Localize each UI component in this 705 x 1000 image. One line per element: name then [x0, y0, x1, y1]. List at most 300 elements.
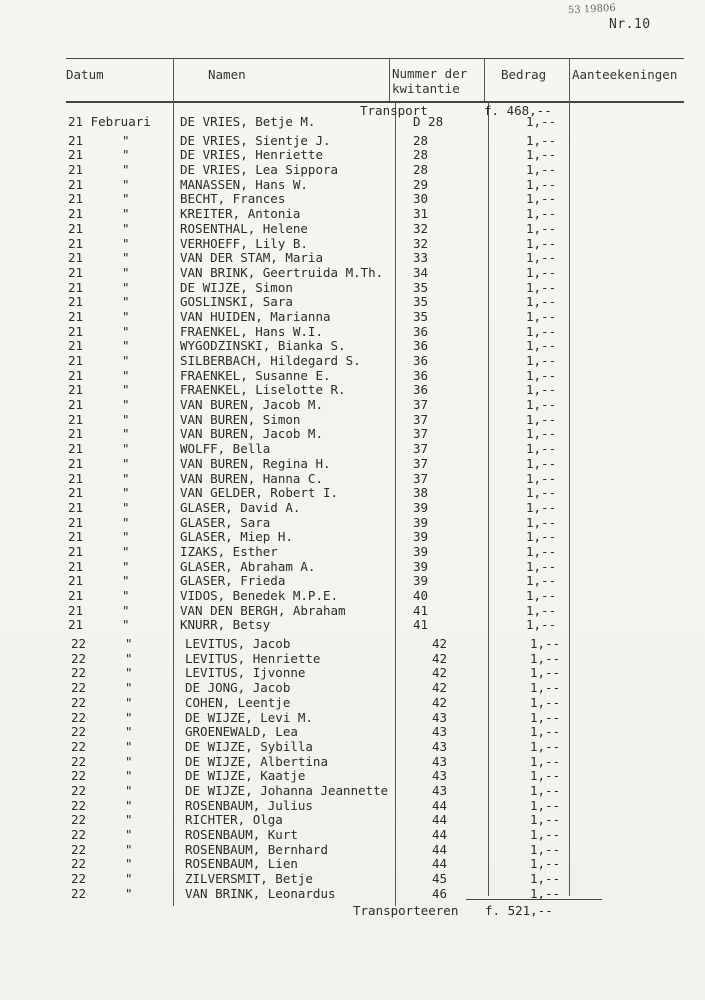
row-name: LEVITUS, Jacob — [185, 636, 291, 652]
row-name: ZILVERSMIT, Betje — [185, 871, 313, 887]
row-date: 21 — [68, 617, 84, 633]
table-row — [0, 604, 705, 619]
row-name: ROSENBAUM, Bernhard — [185, 841, 328, 857]
table-row — [0, 560, 705, 575]
column-header-nummer — [392, 66, 467, 96]
sum-rule — [466, 899, 602, 900]
row-ditto-mark: " — [122, 279, 130, 295]
column-header-aanteekeningen: Aanteekeningen — [572, 67, 678, 82]
row-ditto-mark: " — [125, 827, 133, 842]
transporteeren-label: Transporteeren — [353, 903, 459, 918]
row-receipt-number: 37 — [413, 426, 429, 442]
row-receipt-number: 42 — [432, 665, 448, 681]
row-date: 22 — [71, 827, 87, 842]
row-name: COHEN, Leentje — [185, 694, 291, 710]
row-ditto-mark: " — [122, 162, 130, 178]
table-row — [0, 666, 705, 681]
table-row — [0, 740, 705, 755]
row-ditto-mark: " — [122, 441, 130, 457]
row-name: WOLFF, Bella — [180, 441, 271, 457]
row-ditto-mark: " — [122, 514, 130, 530]
row-ditto-mark: " — [122, 147, 130, 163]
row-date: 21 — [68, 485, 84, 501]
row-ditto-mark: " — [125, 885, 133, 901]
row-date: 21 — [68, 602, 84, 618]
table-row — [0, 618, 705, 633]
row-receipt-number: 39 — [413, 573, 429, 589]
row-name: LEVITUS, Ijvonne — [185, 665, 306, 681]
row-date: 21 — [68, 206, 84, 222]
table-row — [0, 486, 705, 501]
row-date: 21 — [68, 353, 84, 368]
table-row — [0, 134, 705, 149]
row-receipt-number: 36 — [413, 367, 429, 383]
table-row — [0, 413, 705, 428]
row-date: 21 — [68, 294, 84, 310]
row-receipt-number: 39 — [413, 543, 429, 559]
row-name: VAN BUREN, Jacob M. — [180, 397, 323, 413]
row-ditto-mark: " — [122, 573, 130, 589]
row-ditto-mark: " — [122, 602, 130, 618]
row-amount: 1,-- — [530, 680, 561, 696]
row-ditto-mark: " — [125, 665, 133, 681]
row-amount: 1,-- — [530, 841, 561, 857]
row-date: 22 — [71, 665, 87, 681]
table-row — [0, 339, 705, 354]
row-name: VAN BUREN, Regina H. — [180, 455, 331, 471]
row-date: 22 — [71, 856, 87, 872]
row-ditto-mark: " — [122, 294, 130, 310]
row-receipt-number: 43 — [432, 709, 448, 725]
row-amount: 1,-- — [526, 397, 557, 413]
row-date: 22 — [71, 680, 87, 696]
row-receipt-number: 31 — [413, 206, 429, 222]
row-amount: 1,-- — [526, 470, 557, 486]
row-name: SILBERBACH, Hildegard S. — [180, 353, 361, 368]
row-name: DE VRIES, Lea Sippora — [180, 162, 339, 178]
row-receipt-number: 35 — [413, 279, 429, 295]
table-row — [0, 589, 705, 604]
column-header-nummer-line2: kwitantie — [392, 81, 460, 96]
row-date: 21 — [68, 323, 84, 339]
table-row — [0, 725, 705, 740]
row-date: 21 — [68, 470, 84, 486]
row-name: DE WIJZE, Kaatje — [185, 768, 306, 784]
row-date: 21 — [68, 132, 84, 148]
row-amount: 1,-- — [526, 353, 557, 368]
row-name: DE VRIES, Sientje J. — [180, 132, 331, 148]
transporteeren-amount: f. 521,-- — [485, 903, 553, 918]
row-amount: 1,-- — [526, 294, 557, 310]
row-ditto-mark: " — [122, 411, 130, 427]
table-row — [0, 711, 705, 726]
row-receipt-number: 36 — [413, 323, 429, 339]
row-ditto-mark: " — [122, 470, 130, 486]
row-receipt-number: 37 — [413, 411, 429, 427]
row-name: VAN DER STAM, Maria — [180, 250, 323, 266]
row-name: ROSENBAUM, Lien — [185, 856, 298, 872]
row-receipt-number: 43 — [432, 738, 448, 754]
row-name: GOSLINSKI, Sara — [180, 294, 293, 310]
row-receipt-number: 41 — [413, 617, 429, 633]
row-ditto-mark: " — [122, 499, 130, 515]
row-date: 21 — [68, 558, 84, 574]
row-date: 22 — [71, 694, 87, 710]
table-row — [0, 696, 705, 711]
row-ditto-mark: " — [125, 871, 133, 887]
row-amount: 1,-- — [530, 885, 561, 901]
row-amount: 1,-- — [526, 573, 557, 589]
row-receipt-number: 28 — [413, 147, 429, 163]
row-receipt-number: 40 — [413, 588, 429, 603]
row-date: 21 — [68, 176, 84, 192]
row-name: VAN BUREN, Hanna C. — [180, 470, 323, 486]
row-amount: 1,-- — [530, 650, 561, 666]
row-date: 22 — [71, 650, 87, 666]
row-amount: 1,-- — [530, 856, 561, 872]
row-ditto-mark: " — [122, 558, 130, 574]
row-name: KNURR, Betsy — [180, 617, 271, 633]
row-amount: 1,-- — [526, 220, 557, 236]
row-name: GLASER, Sara — [180, 514, 271, 530]
row-date: 21 — [68, 529, 84, 545]
row-ditto-mark: " — [122, 235, 130, 251]
table-row — [0, 354, 705, 369]
row-receipt-number: 36 — [413, 382, 429, 398]
row-date: 22 — [71, 724, 87, 740]
table-row — [0, 115, 705, 130]
row-receipt-number: 35 — [413, 294, 429, 310]
row-receipt-number: 37 — [413, 470, 429, 486]
column-header-nummer-line1: Nummer der — [392, 66, 468, 81]
row-receipt-number: 34 — [413, 264, 429, 280]
row-amount: 1,-- — [526, 114, 557, 129]
row-receipt-number: D 28 — [413, 114, 444, 129]
table-row — [0, 457, 705, 472]
row-date: 21 — [68, 382, 84, 398]
row-receipt-number: 37 — [413, 455, 429, 471]
row-ditto-mark: " — [125, 812, 133, 828]
row-amount: 1,-- — [526, 206, 557, 222]
row-receipt-number: 37 — [413, 397, 429, 413]
row-name: GLASER, Frieda — [180, 573, 286, 589]
row-name: GLASER, Miep H. — [180, 529, 293, 545]
table-row — [0, 813, 705, 828]
row-ditto-mark: " — [122, 353, 130, 368]
row-ditto-mark: " — [122, 308, 130, 324]
row-amount: 1,-- — [526, 499, 557, 515]
row-receipt-number: 39 — [413, 558, 429, 574]
table-row — [0, 843, 705, 858]
row-ditto-mark: " — [122, 529, 130, 545]
row-name: IZAKS, Esther — [180, 543, 278, 559]
row-amount: 1,-- — [526, 543, 557, 559]
row-ditto-mark: " — [122, 588, 130, 603]
row-date: 22 — [71, 738, 87, 754]
row-name: LEVITUS, Henriette — [185, 650, 321, 666]
table-row — [0, 398, 705, 413]
row-date: 21 — [68, 338, 84, 354]
row-name: GLASER, David A. — [180, 499, 301, 515]
row-ditto-mark: " — [125, 680, 133, 696]
row-amount: 1,-- — [530, 812, 561, 828]
row-amount: 1,-- — [530, 636, 561, 652]
row-amount: 1,-- — [530, 797, 561, 813]
row-name: RICHTER, Olga — [185, 812, 283, 828]
row-ditto-mark: " — [125, 856, 133, 872]
row-date: 21 Februari — [68, 114, 151, 129]
row-ditto-mark: " — [125, 636, 133, 652]
row-ditto-mark: " — [122, 426, 130, 442]
row-ditto-mark: " — [125, 650, 133, 666]
row-amount: 1,-- — [526, 308, 557, 324]
table-row — [0, 637, 705, 652]
row-name: DE VRIES, Henriette — [180, 147, 323, 163]
row-name: DE VRIES, Betje M. — [180, 114, 316, 129]
row-receipt-number: 42 — [432, 636, 448, 652]
row-amount: 1,-- — [526, 588, 557, 603]
row-date: 21 — [68, 397, 84, 413]
row-receipt-number: 32 — [413, 235, 429, 251]
row-amount: 1,-- — [530, 768, 561, 784]
ledger-rows — [0, 115, 705, 901]
row-date: 21 — [68, 411, 84, 427]
row-ditto-mark: " — [125, 709, 133, 725]
row-name: ROSENBAUM, Kurt — [185, 827, 298, 842]
row-amount: 1,-- — [526, 602, 557, 618]
row-receipt-number: 42 — [432, 694, 448, 710]
row-date: 22 — [71, 768, 87, 784]
row-amount: 1,-- — [526, 558, 557, 574]
row-ditto-mark: " — [125, 797, 133, 813]
row-name: DE JONG, Jacob — [185, 680, 291, 696]
row-amount: 1,-- — [526, 132, 557, 148]
row-date: 21 — [68, 588, 84, 603]
document-number: Nr.10 — [609, 17, 651, 32]
row-date: 21 — [68, 455, 84, 471]
row-receipt-number: 29 — [413, 176, 429, 192]
table-row — [0, 325, 705, 340]
row-receipt-number: 43 — [432, 782, 448, 798]
row-date: 21 — [68, 162, 84, 178]
table-row — [0, 369, 705, 384]
row-amount: 1,-- — [530, 665, 561, 681]
row-date: 22 — [71, 636, 87, 652]
table-row — [0, 442, 705, 457]
row-amount: 1,-- — [530, 871, 561, 887]
row-receipt-number: 38 — [413, 485, 429, 501]
row-ditto-mark: " — [122, 264, 130, 280]
row-name: VAN BRINK, Leonardus — [185, 885, 336, 901]
row-receipt-number: 46 — [432, 885, 448, 901]
row-receipt-number: 42 — [432, 680, 448, 696]
table-row — [0, 383, 705, 398]
column-divider-number-header — [484, 58, 485, 101]
row-amount: 1,-- — [526, 485, 557, 501]
row-date: 21 — [68, 264, 84, 280]
table-row — [0, 516, 705, 531]
row-name: VAN BRINK, Geertruida M.Th. — [180, 264, 384, 280]
row-ditto-mark: " — [122, 485, 130, 501]
row-name: KREITER, Antonia — [180, 206, 301, 222]
transport-label: Transport — [360, 103, 428, 118]
row-name: FRAENKEL, Hans W.I. — [180, 323, 323, 339]
row-date: 22 — [71, 871, 87, 887]
row-date: 22 — [71, 709, 87, 725]
row-ditto-mark: " — [125, 782, 133, 798]
row-receipt-number: 33 — [413, 250, 429, 266]
row-name: VAN BUREN, Jacob M. — [180, 426, 323, 442]
row-receipt-number: 35 — [413, 308, 429, 324]
row-name: DE WIJZE, Levi M. — [185, 709, 313, 725]
row-name: VERHOEFF, Lily B. — [180, 235, 308, 251]
row-name: FRAENKEL, Liselotte R. — [180, 382, 346, 398]
row-receipt-number: 44 — [432, 827, 448, 842]
row-name: FRAENKEL, Susanne E. — [180, 367, 331, 383]
row-name: VAN HUIDEN, Marianna — [180, 308, 331, 324]
table-row — [0, 530, 705, 545]
table-row — [0, 501, 705, 516]
row-amount: 1,-- — [526, 514, 557, 530]
table-row — [0, 237, 705, 252]
row-date: 21 — [68, 191, 84, 207]
row-amount: 1,-- — [526, 338, 557, 354]
row-ditto-mark: " — [122, 367, 130, 383]
table-row — [0, 472, 705, 487]
table-row — [0, 207, 705, 222]
table-row — [0, 828, 705, 843]
table-top-rule — [66, 58, 684, 59]
table-row — [0, 310, 705, 325]
row-amount: 1,-- — [526, 176, 557, 192]
row-date: 22 — [71, 812, 87, 828]
row-name: ROSENTHAL, Helene — [180, 220, 308, 236]
table-row — [0, 545, 705, 560]
row-date: 21 — [68, 426, 84, 442]
row-date: 21 — [68, 367, 84, 383]
row-amount: 1,-- — [526, 264, 557, 280]
row-receipt-number: 43 — [432, 753, 448, 769]
row-receipt-number: 39 — [413, 529, 429, 545]
row-amount: 1,-- — [526, 411, 557, 427]
table-row — [0, 163, 705, 178]
table-row — [0, 295, 705, 310]
row-receipt-number: 44 — [432, 841, 448, 857]
row-amount: 1,-- — [530, 694, 561, 710]
table-row — [0, 681, 705, 696]
row-date: 21 — [68, 573, 84, 589]
row-ditto-mark: " — [125, 694, 133, 710]
row-ditto-mark: " — [122, 455, 130, 471]
row-date: 21 — [68, 147, 84, 163]
table-row — [0, 574, 705, 589]
row-receipt-number: 39 — [413, 499, 429, 515]
row-name: VAN DEN BERGH, Abraham — [180, 602, 346, 618]
row-receipt-number: 39 — [413, 514, 429, 530]
table-row — [0, 178, 705, 193]
row-amount: 1,-- — [526, 529, 557, 545]
row-amount: 1,-- — [526, 323, 557, 339]
row-amount: 1,-- — [526, 162, 557, 178]
row-name: DE WIJZE, Sybilla — [185, 738, 313, 754]
row-receipt-number: 36 — [413, 338, 429, 354]
row-name: WYGODZINSKI, Bianka S. — [180, 338, 346, 354]
row-ditto-mark: " — [125, 738, 133, 754]
row-date: 21 — [68, 441, 84, 457]
row-ditto-mark: " — [125, 724, 133, 740]
row-ditto-mark: " — [122, 323, 130, 339]
row-name: VIDOS, Benedek M.P.E. — [180, 588, 339, 603]
row-amount: 1,-- — [526, 147, 557, 163]
row-ditto-mark: " — [125, 768, 133, 784]
row-ditto-mark: " — [122, 397, 130, 413]
table-row — [0, 769, 705, 784]
row-amount: 1,-- — [530, 724, 561, 740]
row-amount: 1,-- — [526, 441, 557, 457]
row-date: 21 — [68, 308, 84, 324]
row-receipt-number: 44 — [432, 812, 448, 828]
row-amount: 1,-- — [526, 455, 557, 471]
row-date: 22 — [71, 753, 87, 769]
row-amount: 1,-- — [526, 235, 557, 251]
row-ditto-mark: " — [122, 191, 130, 207]
row-name: DE WIJZE, Johanna Jeannette — [185, 782, 389, 798]
row-ditto-mark: " — [122, 617, 130, 633]
row-ditto-mark: " — [122, 338, 130, 354]
row-receipt-number: 37 — [413, 441, 429, 457]
row-date: 21 — [68, 235, 84, 251]
row-receipt-number: 32 — [413, 220, 429, 236]
table-row — [0, 755, 705, 770]
row-ditto-mark: " — [122, 206, 130, 222]
row-ditto-mark: " — [122, 543, 130, 559]
row-receipt-number: 43 — [432, 724, 448, 740]
table-row — [0, 222, 705, 237]
row-amount: 1,-- — [530, 753, 561, 769]
row-ditto-mark: " — [122, 176, 130, 192]
table-row — [0, 192, 705, 207]
row-amount: 1,-- — [526, 279, 557, 295]
row-name: VAN GELDER, Robert I. — [180, 485, 339, 501]
row-receipt-number: 36 — [413, 353, 429, 368]
row-receipt-number: 42 — [432, 650, 448, 666]
row-name: GLASER, Abraham A. — [180, 558, 316, 574]
row-ditto-mark: " — [125, 753, 133, 769]
row-amount: 1,-- — [530, 738, 561, 754]
row-receipt-number: 30 — [413, 191, 429, 207]
row-receipt-number: 28 — [413, 132, 429, 148]
row-ditto-mark: " — [122, 382, 130, 398]
row-date: 22 — [71, 797, 87, 813]
row-name: DE WIJZE, Albertina — [185, 753, 328, 769]
column-header-bedrag: Bedrag — [501, 67, 547, 82]
table-row — [0, 148, 705, 163]
row-ditto-mark: " — [122, 132, 130, 148]
row-amount: 1,-- — [526, 426, 557, 442]
row-name: GROENEWALD, Lea — [185, 724, 298, 740]
row-date: 21 — [68, 220, 84, 236]
row-date: 21 — [68, 499, 84, 515]
row-amount: 1,-- — [530, 827, 561, 842]
row-name: DE WIJZE, Simon — [180, 279, 293, 295]
table-row — [0, 857, 705, 872]
column-divider-name-header — [389, 58, 390, 101]
row-receipt-number: 28 — [413, 162, 429, 178]
row-date: 22 — [71, 885, 87, 901]
row-date: 21 — [68, 250, 84, 266]
row-name: BECHT, Frances — [180, 191, 286, 207]
row-date: 22 — [71, 782, 87, 798]
